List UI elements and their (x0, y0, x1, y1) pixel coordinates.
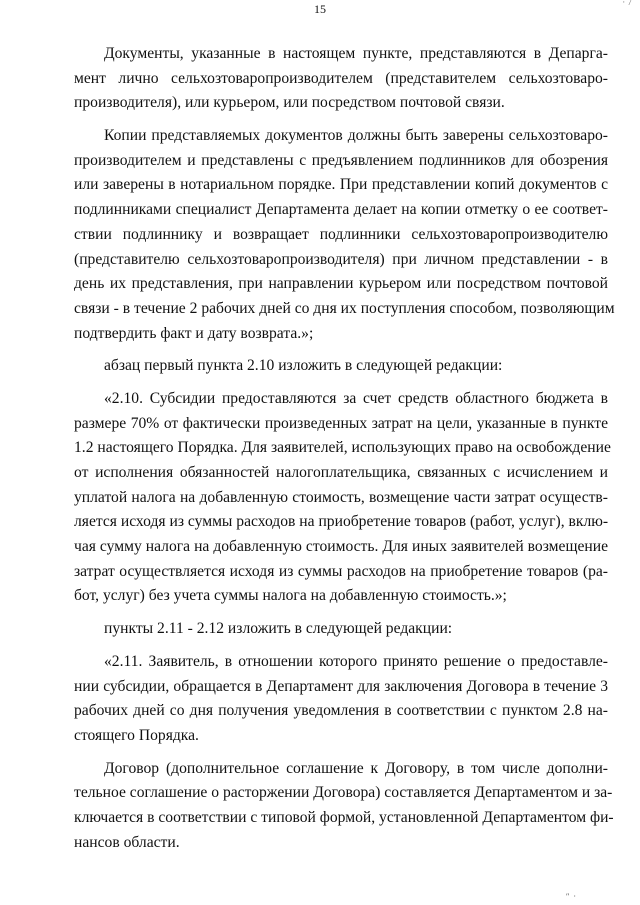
text-line: нансов области. (74, 833, 180, 851)
paragraph (74, 757, 614, 856)
corner-mark: · 7 (622, 0, 632, 7)
page-number: 15 (314, 2, 326, 16)
paragraph (74, 124, 615, 346)
text-line: производителя), или курьером, или посредством почтовой связи. (74, 94, 505, 112)
text-line: тельное соглашение о расторжении Договора) составляется Департаментом и за- (74, 784, 613, 802)
text-line: пункты 2.11 - 2.12 изложить в следующей редакции: (104, 620, 453, 638)
text-line: (представителю сельхозтоваропроизводителя) при личном представлении - в (74, 250, 608, 268)
text-line: Копии представляемых документов должны быть заверены сельхозтоваро- (104, 127, 608, 145)
paragraph (74, 387, 611, 609)
text-line: уплатой налога на добавленную стоимость, возмещение части затрат осуществ- (74, 488, 608, 506)
document-body (74, 42, 615, 855)
text-line: размере 70% от фактически произведенных затрат на цели, указанные в пункте (74, 414, 608, 432)
paragraph (74, 42, 608, 116)
text-line: затрат осуществляется исходя из суммы расходов на приобретение товаров (ра- (74, 562, 608, 580)
text-line: день их представления, при направлении курьером или посредством почтовой (74, 275, 608, 293)
text-line: связи - в течение 2 рабочих дней со дня их поступления способом, позволяющим (74, 299, 615, 317)
paragraph (74, 617, 608, 642)
text-line: ствии подлиннику и возвращает подлинники сельхозтоваропроизводителю (74, 225, 608, 243)
paragraph (74, 650, 608, 749)
text-line: стоящего Порядка. (74, 726, 199, 744)
text-line: производителем и представлены с предъявлением подлинников для обозрения (74, 151, 608, 169)
text-line: абзац первый пункта 2.10 изложить в следующей редакции: (104, 357, 503, 375)
text-line: чая сумму налога на добавленную стоимость. Для иных заявителей возмещение (74, 538, 608, 556)
text-line: ляется исходя из суммы расходов на приобретение товаров (работ, услуг), вклю- (74, 513, 609, 531)
text-line: Документы, указанные в настоящем пункте, представляются в Депарга- (104, 45, 608, 62)
text-line: подлинниками специалист Департамента делает на копии отметку о ее соответ- (74, 201, 608, 219)
text-line: нии субсидии, обращается в Департамент для заключения Договора в течение 3 (74, 677, 608, 695)
text-line: от исполнения обязанностей налогоплательщика, связанных с исчислением и (74, 464, 608, 481)
text-line: «2.11. Заявитель, в отношении которого принято решение о предоставле- (104, 652, 608, 670)
text-line: ключается в соответствии с типовой формой, установленной Департаментом фи- (74, 808, 614, 826)
text-line: бот, услуг) без учета суммы налога на добавленную стоимость.»; (74, 587, 507, 605)
text-line: «2.10. Субсидии предоставляются за счет средств областного бюджета в (104, 389, 608, 407)
paragraph (74, 354, 608, 379)
text-line: или заверены в нотариальном порядке. При представлении копий документов с (74, 176, 608, 194)
text-line: рабочих дней со дня получения уведомления в соответствии с пунктом 2.8 на- (74, 702, 608, 720)
text-line: мент лично сельхозтоваропроизводителем (представителем сельхозтоваро- (74, 69, 608, 87)
text-line: Договор (дополнительное соглашение к Договору, в том числе дополни- (104, 759, 608, 777)
text-line: 1.2 настоящего Порядка. Для заявителей, использующих право на освобождение (74, 439, 611, 457)
bottom-mark: ″ · (566, 892, 577, 901)
text-line: подтвердить факт и дату возврата.»; (74, 324, 314, 342)
